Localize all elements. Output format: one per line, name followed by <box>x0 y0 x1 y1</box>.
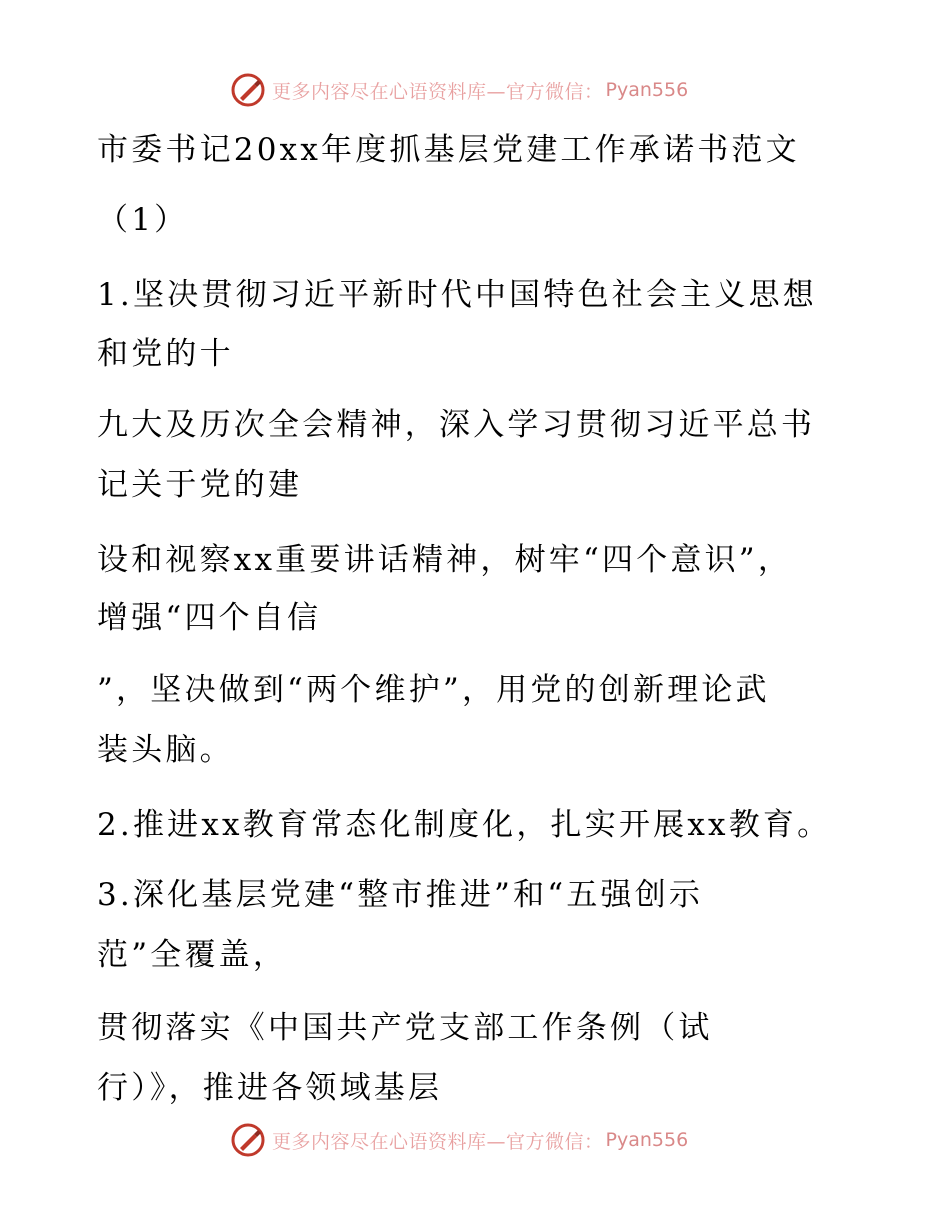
pen-logo-icon <box>230 1122 266 1158</box>
paragraph-line: 贯彻落实《中国共产党支部工作条例（试 <box>97 1010 713 1046</box>
watermark-header <box>230 70 750 110</box>
paragraph-line: 1.坚决贯彻习近平新时代中国特色社会主义思想 <box>97 277 817 313</box>
paragraph-line: 和党的十 <box>97 336 234 372</box>
paragraph-line: 增强“四个自信 <box>97 600 322 636</box>
pen-logo-icon <box>230 72 266 108</box>
paragraph-line: 行）》，推进各领域基层 <box>97 1070 443 1106</box>
watermark-account: Pyan556 <box>605 1129 689 1151</box>
paragraph-line: 装头脑。 <box>97 732 234 768</box>
paragraph-line: 范”全覆盖， <box>97 937 288 973</box>
watermark-footer <box>230 1120 750 1160</box>
watermark-text: 更多内容尽在心语资料库—官方微信： <box>272 1130 604 1153</box>
paragraph-line: 九大及历次全会精神，深入学习贯彻习近平总书 <box>97 407 816 443</box>
watermark-text: 更多内容尽在心语资料库—官方微信： <box>272 80 604 103</box>
document-title: 市委书记20xx年度抓基层党建工作承诺书范文 <box>97 132 800 168</box>
paragraph-line: 2.推进xx教育常态化制度化，扎实开展xx教育。 <box>97 807 832 843</box>
paragraph-line: 记关于党的建 <box>97 467 303 503</box>
watermark-account: Pyan556 <box>605 79 689 101</box>
paragraph-line: ”，坚决做到“两个维护”，用党的创新理论武 <box>97 672 770 708</box>
paragraph-line: 设和视察xx重要讲话精神，树牢“四个意识”， <box>97 542 793 578</box>
paragraph-line: 3.深化基层党建“整市推进”和“五强创示 <box>97 877 704 913</box>
section-label: （1） <box>97 202 189 238</box>
